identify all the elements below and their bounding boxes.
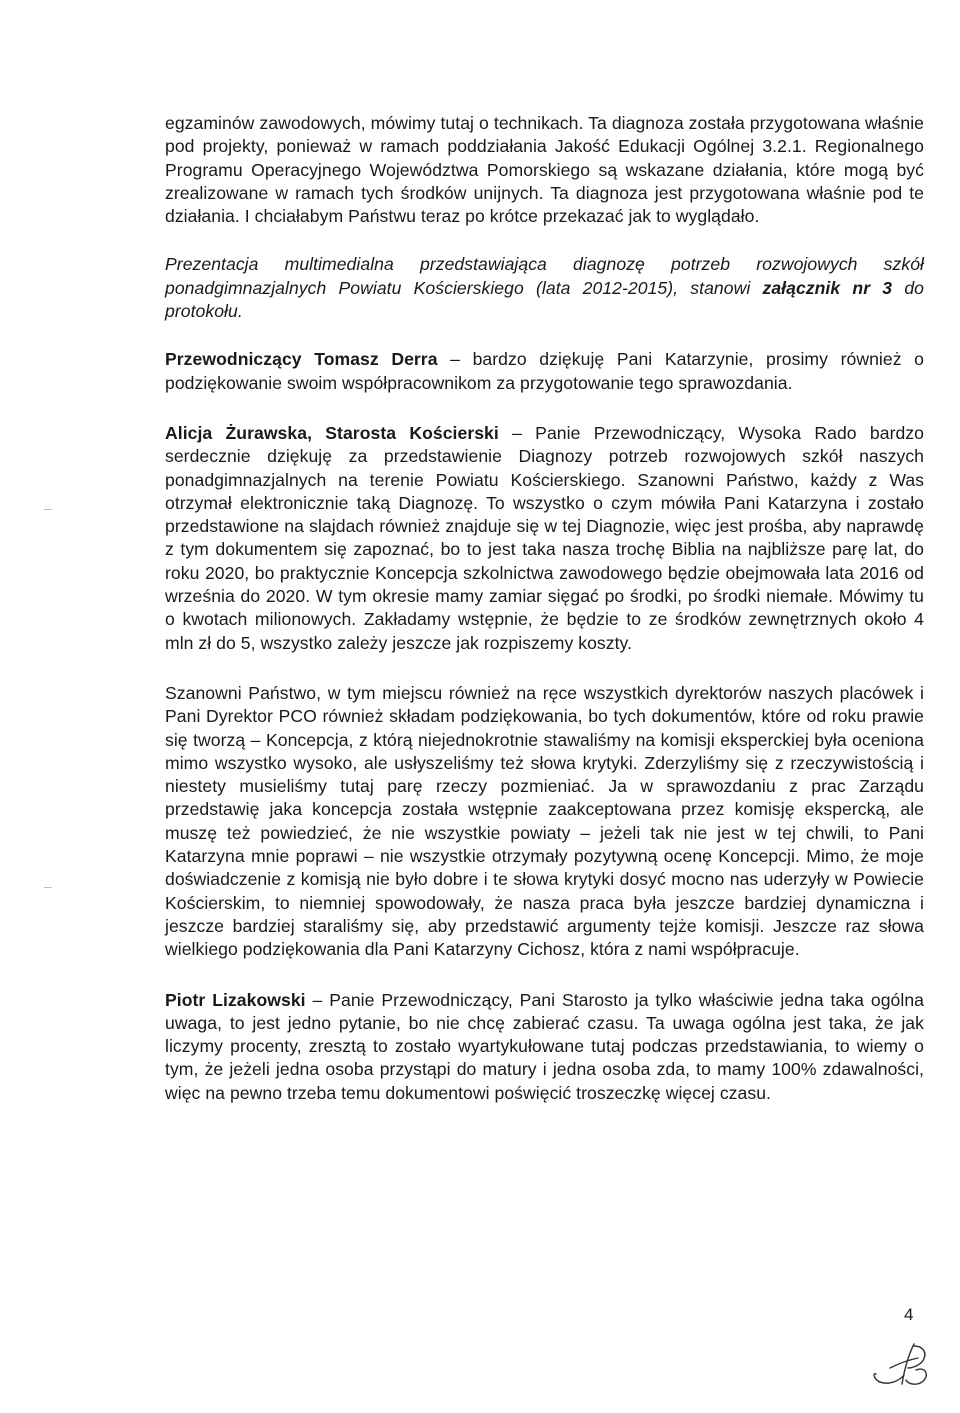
paragraph-intro: [165, 112, 924, 228]
speech-text: – bardzo dziękuję Pani Katarzynie, prosimy również o podziękowanie swoim współpracownikom za przygotowanie tego sprawozdania.: [165, 349, 924, 393]
speech-text: – Panie Przewodniczący, Pani Starosto ja tylko właściwie jedna taka ogólna uwaga, to jest jedno pytanie, bo nie chcę zabierać czasu. Ta uwaga ogólna jest taka, że jak liczymy procenty, zresztą to zostało wyartykułowane tutaj podczas przedstawiania, to wiemy o tym, że jeżeli jedna osoba przystąpi do matury i jedna osoba zda, to mamy 100% zdawalności, więc na pewno trzeba temu dokumentowi poświęcić troszeczkę więcej czasu.: [165, 989, 925, 1103]
document-body: [165, 112, 924, 1105]
paragraph-lizakowski: [165, 989, 924, 1105]
paragraph-chairman: [165, 348, 924, 395]
margin-mark: –: [44, 878, 52, 894]
speaker-name: Alicja Żurawska, Starosta Kościerski: [165, 422, 499, 443]
paragraph-starosta-continued: [165, 682, 924, 962]
paragraph-attachment-note: [165, 253, 924, 323]
attachment-note-text: Prezentacja multimedialna przedstawiająca diagnozę potrzeb rozwojowych szkół ponadgimnazjalnych Powiatu Kościerskiego (lata 2012-2015), stanowi: [165, 254, 924, 298]
speaker-name: Przewodniczący Tomasz Derra: [165, 349, 438, 370]
page-number: 4: [904, 1305, 914, 1324]
attachment-reference: załącznik nr 3: [762, 277, 893, 298]
initials-signature-icon: [868, 1338, 952, 1390]
speaker-name: Piotr Lizakowski: [165, 989, 306, 1010]
speech-text: Szanowni Państwo, w tym miejscu również na ręce wszystkich dyrektorów naszych placówek i Pani Dyrektor PCO również składam podziękowania, bo tych dokumentów, które od roku prawie się tworzą – Koncepcja, z którą niejednokrotnie stawaliśmy na komisji eksperckiej była oceniona mimo wszystko wysoko, ale usłyszeliśmy też słowa krytyki. Zderzyliśmy się z rzeczywistością i niestety musieliśmy tutaj parę rzeczy pozmieniać. Ja w sprawozdaniu z prac Zarządu przedstawię jaka koncepcja została wstępnie zaakceptowana przez komisję ekspercką, ale muszę też powiedzieć, że nie wszystkie powiaty – jeżeli tak nie jest w tej chwili, to Pani Katarzyna mnie poprawi – nie wszystkie otrzymały pozytywną ocenę Koncepcji. Mimo, że moje doświadczenie z komisją nie było dobre i te słowa krytyki dosyć mocno nas uderzyły w Powiecie Kościerskim, to niemniej spowodowały, że nasza praca była jeszcze bardziej dynamiczna i jeszcze bardziej staraliśmy się, aby przedstawić argumenty tejże komisji. Jeszcze raz słowa wielkiego podziękowania dla Pani Katarzyny Cichosz, która z nami współpracuje.: [165, 682, 924, 960]
speech-text: – Panie Przewodniczący, Wysoka Rado bardzo serdecznie dziękuję za przedstawienie Diagnozy potrzeb rozwojowych szkół naszych ponadgimnazjalnych na terenie Powiatu Kościerskiego. Szanowni Państwo, każdy z Was otrzymał elektronicznie taką Diagnozę. To wszystko o czym mówiła Pani Katarzyna i zostało przedstawione na slajdach również znajduje się w tej Diagnozie, więc jest prośba, aby naprawdę z tym dokumentem się zapoznać, bo to jest taka nasza trochę Biblia na najbliższe parę lat, do roku 2020, bo praktycznie Koncepcja szkolnictwa zawodowego będzie obejmowała lata 2016 od września do 2020. W tym okresie mamy zamiar sięgać po środki, po środki niemałe. Mówimy tu o kwotach milionowych. Zakładamy wstępnie, że będzie to ze środków zewnętrznych około 4 mln zł do 5, wszystko zależy jeszcze jak rozpiszemy koszty.: [165, 422, 924, 653]
attachment-note-tail: do protokołu.: [165, 277, 924, 322]
paragraph-starosta: [165, 422, 924, 655]
paragraph-intro-text: egzaminów zawodowych, mówimy tutaj o technikach. Ta diagnoza została przygotowana właśnie pod projekty, ponieważ w ramach poddziałania Jakość Edukacji Ogólnej 3.2.1. Regionalnego Programu Operacyjnego Województwa Pomorskiego są wskazane działania, które mogą być zrealizowane w ramach tych środków unijnych. Ta diagnoza jest przygotowana właśnie pod te działania. I chciałabym Państwu teraz po krótce przekazać jak to wyglądało.: [165, 113, 924, 227]
margin-mark: –: [44, 500, 52, 516]
